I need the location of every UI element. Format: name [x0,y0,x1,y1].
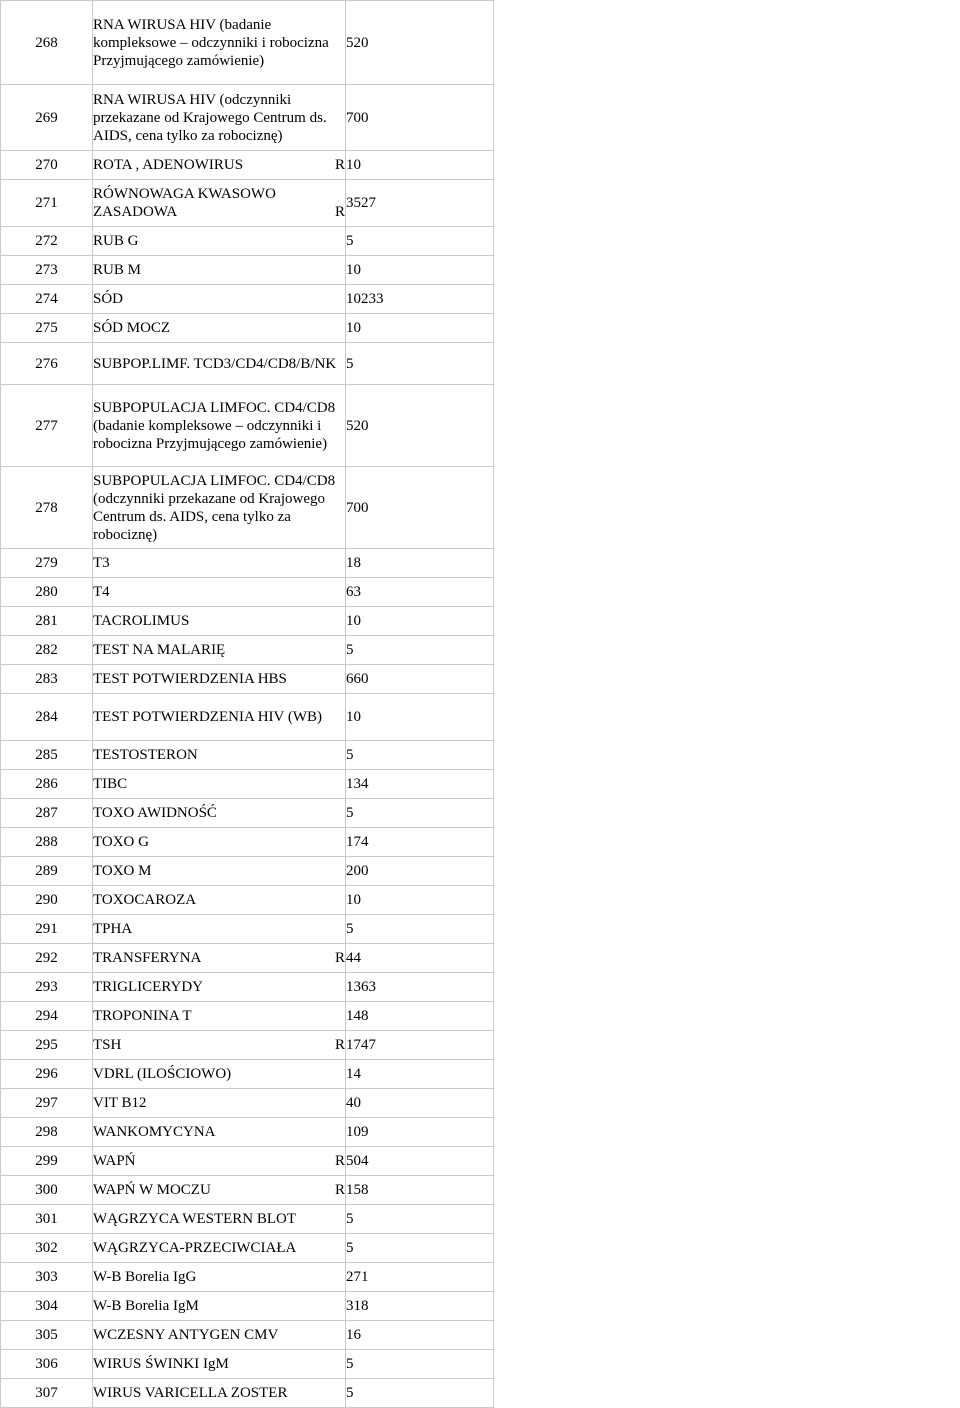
row-number: 272 [1,227,93,256]
test-name: TEST POTWIERDZENIA HBS [93,665,346,694]
table-row: 293 TRIGLICERYDY 1363 [1,973,960,1002]
test-name: SUBPOPULACJA LIMFOC. CD4/CD8 (badanie kompleksowe – odczynniki i robocizna Przyjmującego zamówienie) [93,385,346,467]
test-name: TESTOSTERON [93,741,346,770]
test-name: SUBPOPULACJA LIMFOC. CD4/CD8 (odczynniki przekazane od Krajowego Centrum ds. AIDS, cena tylko za robociznę) [93,467,346,549]
row-number: 280 [1,578,93,607]
row-number: 289 [1,857,93,886]
row-number: 294 [1,1002,93,1031]
row-number: 300 [1,1176,93,1205]
test-name: WĄGRZYCA WESTERN BLOT [93,1205,346,1234]
table-row: 279 T3 18 [1,549,960,578]
test-name: WĄGRZYCA-PRZECIWCIAŁA [93,1234,346,1263]
empty-cell [346,636,494,665]
table-row: 289 TOXO M 200 [1,857,960,886]
row-number: 305 [1,1321,93,1350]
test-name: SUBPOP.LIMF. TCD3/CD4/CD8/B/NK [93,343,346,385]
row-number: 279 [1,549,93,578]
table-row: 276 SUBPOP.LIMF. TCD3/CD4/CD8/B/NK 5 [1,343,960,385]
refund-flag: R [335,156,345,174]
row-number: 277 [1,385,93,467]
table-row: 273 RUB M 10 [1,256,960,285]
row-number: 287 [1,799,93,828]
row-number: 295 [1,1031,93,1060]
test-name: RNA WIRUSA HIV (odczynniki przekazane od Krajowego Centrum ds. AIDS, cena tylko za robociznę) [93,85,346,151]
table-row: 290 TOXOCAROZA 10 [1,886,960,915]
empty-cell [346,944,494,973]
row-number: 285 [1,741,93,770]
table-row: 297 VIT B12 40 [1,1089,960,1118]
row-number: 269 [1,85,93,151]
empty-cell [346,799,494,828]
table-row: 275 SÓD MOCZ 10 [1,314,960,343]
test-name: SÓD MOCZ [93,314,346,343]
table-row: 295 TSH R 1747 [1,1031,960,1060]
test-name: T3 [93,549,346,578]
table-row: 307 WIRUS VARICELLA ZOSTER 5 [1,1379,960,1408]
row-number: 283 [1,665,93,694]
refund-flag: R [335,203,345,221]
table-row: 296 VDRL (ILOŚCIOWO) 14 [1,1060,960,1089]
empty-cell [346,1350,494,1379]
row-number: 282 [1,636,93,665]
row-number: 284 [1,694,93,741]
refund-flag: R [335,1036,345,1054]
table-row: 268 RNA WIRUSA HIV (badanie kompleksowe – odczynniki i robocizna Przyjmującego zamówienie) 520 [1,1,960,85]
row-number: 276 [1,343,93,385]
empty-cell [346,1379,494,1408]
table-row: 271 RÓWNOWAGA KWASOWO ZASADOWA R 3527 [1,180,960,227]
table-row: 287 TOXO AWIDNOŚĆ 5 [1,799,960,828]
empty-cell [346,607,494,636]
table-row: 291 TPHA 5 [1,915,960,944]
test-name: TPHA [93,915,346,944]
table-row: 280 T4 63 [1,578,960,607]
test-name: RNA WIRUSA HIV (badanie kompleksowe – odczynniki i robocizna Przyjmującego zamówienie) [93,1,346,85]
row-number: 268 [1,1,93,85]
table-row: 281 TACROLIMUS 10 [1,607,960,636]
table-row: 301 WĄGRZYCA WESTERN BLOT 5 [1,1205,960,1234]
empty-cell [346,151,494,180]
row-number: 299 [1,1147,93,1176]
row-number: 286 [1,770,93,799]
empty-cell [346,314,494,343]
row-number: 302 [1,1234,93,1263]
test-name: WIRUS VARICELLA ZOSTER [93,1379,346,1408]
test-name: TEST POTWIERDZENIA HIV (WB) [93,694,346,741]
empty-cell [346,549,494,578]
refund-flag: R [335,1181,345,1199]
price-table-body [1,1,960,1408]
table-row: 269 RNA WIRUSA HIV (odczynniki przekazane od Krajowego Centrum ds. AIDS, cena tylko za robociznę) 700 [1,85,960,151]
row-number: 288 [1,828,93,857]
table-row: 304 W-B Borelia IgM 318 [1,1292,960,1321]
test-name: WIRUS ŚWINKI IgM [93,1350,346,1379]
empty-cell [346,886,494,915]
table-row: 300 WAPŃ W MOCZU R 158 [1,1176,960,1205]
row-number: 291 [1,915,93,944]
test-name: W-B Borelia IgM [93,1292,346,1321]
row-number: 273 [1,256,93,285]
empty-cell [346,1321,494,1350]
test-name: WANKOMYCYNA [93,1118,346,1147]
row-number: 304 [1,1292,93,1321]
empty-cell [346,1089,494,1118]
table-row: 288 TOXO G 174 [1,828,960,857]
table-row: 306 WIRUS ŚWINKI IgM 5 [1,1350,960,1379]
test-name: VIT B12 [93,1089,346,1118]
row-number: 281 [1,607,93,636]
test-name: RUB G [93,227,346,256]
row-number: 296 [1,1060,93,1089]
table-row: 305 WCZESNY ANTYGEN CMV 16 [1,1321,960,1350]
empty-cell [346,915,494,944]
row-number: 301 [1,1205,93,1234]
row-number: 298 [1,1118,93,1147]
refund-flag: R [335,1152,345,1170]
test-name: WCZESNY ANTYGEN CMV [93,1321,346,1350]
test-name: RUB M [93,256,346,285]
empty-cell [346,1205,494,1234]
empty-cell [346,1234,494,1263]
test-name: RÓWNOWAGA KWASOWO ZASADOWA R [93,180,346,227]
row-number: 303 [1,1263,93,1292]
test-name: VDRL (ILOŚCIOWO) [93,1060,346,1089]
test-name: TROPONINA T [93,1002,346,1031]
table-row: 285 TESTOSTERON 5 [1,741,960,770]
table-row: 272 RUB G 5 [1,227,960,256]
row-number: 270 [1,151,93,180]
empty-cell [346,741,494,770]
test-name: TSH R [93,1031,346,1060]
row-number: 290 [1,886,93,915]
refund-flag: R [335,949,345,967]
test-name: TACROLIMUS [93,607,346,636]
row-number: 292 [1,944,93,973]
row-number: 297 [1,1089,93,1118]
test-name: TRIGLICERYDY [93,973,346,1002]
test-name: WAPŃ R [93,1147,346,1176]
test-name: T4 [93,578,346,607]
empty-cell [346,1060,494,1089]
row-number: 278 [1,467,93,549]
table-row: 286 TIBC 134 [1,770,960,799]
test-name: TOXO G [93,828,346,857]
empty-cell [346,256,494,285]
test-name: WAPŃ W MOCZU R [93,1176,346,1205]
table-row: 294 TROPONINA T 148 [1,1002,960,1031]
table-row: 284 TEST POTWIERDZENIA HIV (WB) 10 [1,694,960,741]
test-name: ROTA , ADENOWIRUS R [93,151,346,180]
table-row: 283 TEST POTWIERDZENIA HBS 660 [1,665,960,694]
row-number: 306 [1,1350,93,1379]
table-row: 302 WĄGRZYCA-PRZECIWCIAŁA 5 [1,1234,960,1263]
test-name: TRANSFERYNA R [93,944,346,973]
test-name: TOXO AWIDNOŚĆ [93,799,346,828]
row-number: 275 [1,314,93,343]
empty-cell [346,343,494,385]
row-number: 307 [1,1379,93,1408]
table-row: 277 SUBPOPULACJA LIMFOC. CD4/CD8 (badanie kompleksowe – odczynniki i robocizna Przyjmującego zamówienie) 520 [1,385,960,467]
table-row: 292 TRANSFERYNA R 44 [1,944,960,973]
table-row: 298 WANKOMYCYNA 109 [1,1118,960,1147]
row-number: 274 [1,285,93,314]
test-name: W-B Borelia IgG [93,1263,346,1292]
table-row: 274 SÓD 10233 [1,285,960,314]
test-name: TOXO M [93,857,346,886]
test-name: TIBC [93,770,346,799]
test-name: TEST NA MALARIĘ [93,636,346,665]
table-row: 270 ROTA , ADENOWIRUS R 10 [1,151,960,180]
test-name: SÓD [93,285,346,314]
table-row: 303 W-B Borelia IgG 271 [1,1263,960,1292]
row-number: 271 [1,180,93,227]
table-row: 278 SUBPOPULACJA LIMFOC. CD4/CD8 (odczynniki przekazane od Krajowego Centrum ds. AIDS, cena tylko za robociznę) 700 [1,467,960,549]
empty-cell [346,227,494,256]
test-name: TOXOCAROZA [93,886,346,915]
empty-cell [346,578,494,607]
table-row: 282 TEST NA MALARIĘ 5 [1,636,960,665]
table-row: 299 WAPŃ R 504 [1,1147,960,1176]
empty-cell [346,694,494,741]
row-number: 293 [1,973,93,1002]
